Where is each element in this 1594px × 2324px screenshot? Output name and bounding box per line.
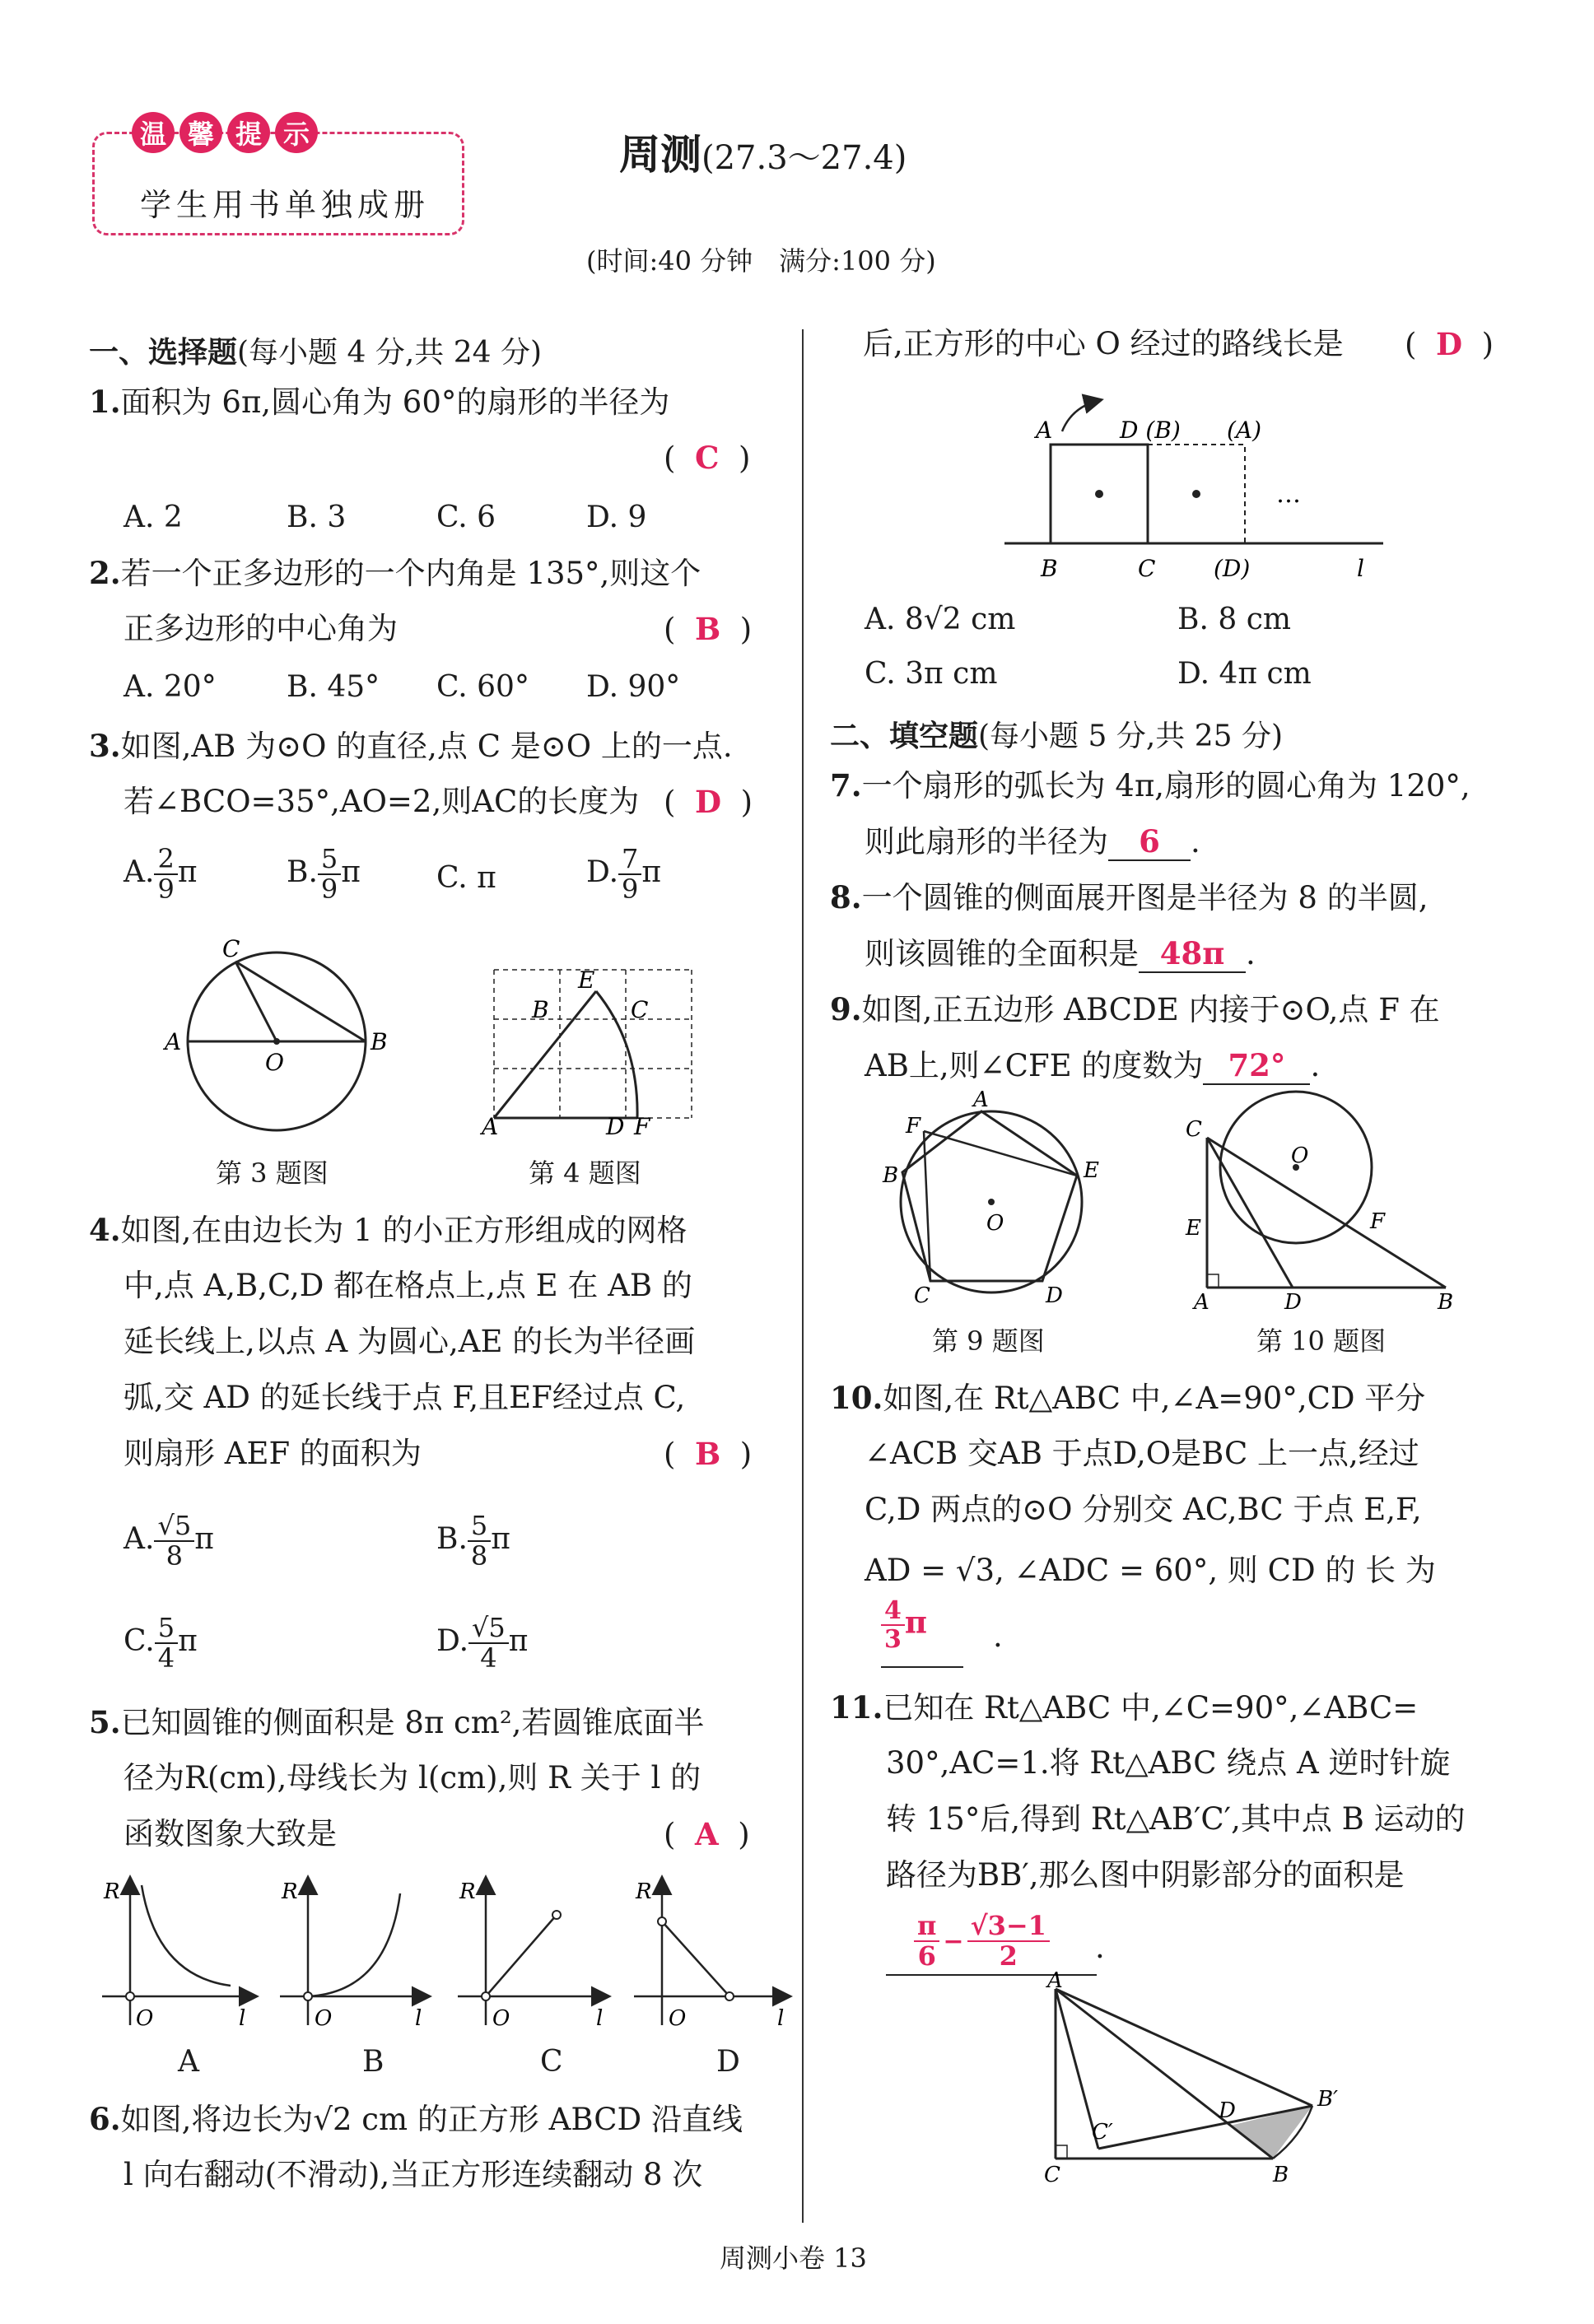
label-b: B [371,1028,388,1055]
axis-r: R [636,1879,652,1904]
denominator: 8 [470,1540,488,1572]
pi: π [177,855,198,890]
q3-opt-c: C. π [436,861,496,895]
label-d2: (D) [1214,555,1251,582]
q3-caption: 第 3 题图 [216,1157,329,1189]
q1-opt-c: C. 6 [436,501,496,534]
label-c: C [1044,2163,1060,2187]
q4-opt-b [436,1511,510,1571]
q10-end: . [993,1618,1003,1654]
numerator: 5 [468,1511,491,1542]
label-b: B [1273,2163,1289,2187]
q6-line2: l 向右翻动(不滑动),当正方形连续翻动 8 次 [124,2157,703,2192]
origin: O [315,2006,333,2031]
denominator: 4 [157,1642,175,1674]
q-num: 6. [89,2101,121,2137]
label-e: E [1084,1158,1099,1183]
tip-char: 温 [132,112,175,153]
label-a: A [482,1113,499,1140]
q10-line2: ∠ACB 交AB 于点D,O是BC 上一点,经过 [865,1436,1419,1471]
q10-line3: C,D 两点的⊙O 分别交 AC,BC 于点 E,F, [865,1492,1422,1527]
tip-char: 提 [227,112,270,153]
page-title [619,122,907,181]
opt-letter: B. [287,855,318,890]
label-a: A [973,1087,989,1112]
q6-answer: ( D ) [1405,326,1494,362]
label-o: O [986,1211,1004,1236]
q10-blank-line [881,1666,963,1668]
punct: . [1310,1048,1321,1083]
q4-line4: 弧,交 AD 的延长线于点 F,且EF经过点 C, [124,1380,686,1415]
opt-letter: A. [124,855,155,890]
q4-caption: 第 4 题图 [529,1157,641,1189]
denominator: 9 [320,873,338,906]
q11-line4: 路径为BB′,那么图中阴影部分的面积是 [886,1857,1405,1893]
axis-l: l [415,2006,422,2031]
graph-label-a: A [178,2045,199,2079]
graph-b [280,1879,428,2031]
opt-letter: D. [436,1624,469,1659]
origin: O [136,2006,154,2031]
q-stem: 如图,正五边形 ABCDE 内接于⊙O,点 F 在 [861,992,1440,1027]
label-dots: … [1276,480,1301,509]
axis-l: l [777,2006,785,2031]
column-divider [802,329,804,2223]
q11-answer [914,1912,1050,1971]
fraction [618,845,641,904]
label-b: B [883,1163,899,1188]
fraction [468,1511,491,1571]
pi: π [178,1624,198,1659]
q11-figure [1029,1968,1342,2187]
numerator: 4 [881,1597,905,1626]
q2-opt-c: C. 60° [436,670,529,704]
fraction [881,1597,905,1653]
numerator: √3−1 [967,1912,1050,1942]
section-2-heading [830,713,1283,755]
axis-r: R [282,1879,298,1904]
q-num: 9. [830,991,862,1027]
fraction [155,1614,178,1673]
label-c: C [1138,555,1156,582]
label-o: O [1291,1143,1309,1168]
q-stem: 如图,AB 为⊙O 的直径,点 C 是⊙O 上的一点. [120,729,733,764]
q-num: 1. [89,384,121,420]
q5-graphs [91,1869,799,2050]
tip-badge [132,112,318,153]
q9-line1 [830,991,1440,1028]
q-stem: 若一个正多边形的一个内角是 135°,则这个 [120,556,701,591]
numerator: 7 [618,845,641,875]
q10-caption: 第 10 题图 [1256,1325,1387,1357]
q-num: 2. [89,555,121,591]
label-c: C [914,1283,930,1308]
q2-line2: 正多边形的中心角为 [124,611,398,646]
q-stem: 已知圆锥的侧面积是 8π cm²,若圆锥底面半 [120,1705,705,1740]
denominator: 6 [917,1940,936,1972]
label-d: D [1219,2098,1236,2123]
q5-line2: 径为R(cm),母线长为 l(cm),则 R 关于 l 的 [124,1760,701,1795]
q4-line3: 延长线上,以点 A 为圆心,AE 的长为半径画 [124,1324,696,1359]
q1-opt-a: A. 2 [124,501,183,534]
q3-line1 [89,728,733,765]
fraction [967,1912,1050,1971]
q-num: 4. [89,1212,121,1248]
q4-opt-a [124,1511,214,1571]
label-e: E [1186,1216,1201,1241]
q10-answer [881,1597,927,1653]
q4-opt-c [124,1614,198,1673]
graph-d [634,1879,789,2031]
tip-char: 馨 [179,112,222,153]
q2-answer: ( B ) [664,611,753,647]
denominator: 2 [999,1940,1018,1972]
numerator: 5 [155,1614,178,1644]
label-b: B [1041,555,1058,582]
q9-caption: 第 9 题图 [932,1325,1045,1357]
q10-figure [1186,1087,1466,1315]
answer-blank: 48π [1139,935,1246,973]
pi: π [194,1522,214,1557]
q10-line1 [830,1380,1425,1417]
q6-line1 [89,2101,743,2138]
q9-figure [873,1087,1120,1309]
q-num: 3. [89,728,121,764]
numerator: √5 [154,1511,194,1542]
q2-opt-a: A. 20° [124,670,217,704]
q6-opt-a: A. 8√2 cm [865,603,1016,636]
q-stem: 如图,在 Rt△ABC 中,∠A=90°,CD 平分 [883,1381,1426,1416]
answer-blank: 6 [1108,823,1191,861]
pi: π [508,1624,529,1659]
denominator: 4 [480,1642,497,1674]
numerator: π [914,1912,939,1942]
q5-answer: ( A ) [664,1816,750,1852]
q8-line1 [830,879,1428,916]
answer: C [694,440,720,476]
q-num: 10. [830,1380,883,1416]
pi: π [904,1604,927,1641]
label-a2: (A) [1227,417,1262,444]
q-stem: 则该圆锥的全面积是 [865,936,1139,971]
origin: O [492,2006,510,2031]
label-c-prime: C′ [1092,2120,1113,2145]
q-num: 11. [830,1689,883,1726]
label-f: F [1370,1209,1386,1234]
q10-line4: AD = √3, ∠ADC = 60°, 则 CD 的 长 为 [865,1553,1436,1588]
denominator: 3 [884,1625,902,1654]
graph-label-c: C [540,2045,563,2079]
label-a: A [1036,417,1053,444]
label-f: F [634,1113,650,1140]
label-d-b: D (B) [1120,417,1181,444]
numerator: √5 [468,1614,509,1644]
q-stem: 一个圆锥的侧面展开图是半径为 8 的半圆, [861,880,1429,915]
q1-answer: ( C ) [664,440,751,476]
q7-line1 [830,767,1470,804]
q6-line3: 后,正方形的中心 O 经过的路线长是 [863,326,1344,361]
page-footer: 周测小卷 13 [720,2242,867,2274]
q1-text [89,384,669,421]
q11-end: . [1095,1930,1105,1965]
label-a: A [1194,1290,1209,1315]
q5-line3: 函数图象大致是 [124,1816,337,1851]
fraction [154,1511,194,1571]
title-range: (27.3～27.4) [701,139,907,177]
pi: π [341,855,361,890]
axis-l: l [596,2006,604,2031]
punct: . [1191,824,1200,859]
opt-letter: D. [586,855,619,890]
q4-figure [478,955,716,1140]
q6-opt-c: C. 3π cm [865,657,998,691]
label-o: O [265,1049,284,1076]
q-stem: AB上,则∠CFE 的度数为 [865,1048,1204,1083]
opt-letter: B. [436,1522,468,1557]
section-note: (每小题 5 分,共 25 分) [978,720,1284,753]
denominator: 9 [622,873,639,906]
denominator: 9 [157,873,175,906]
numerator: 2 [154,845,177,875]
q4-answer: ( B ) [664,1436,753,1472]
q3-figure [165,935,395,1136]
q4-line2: 中,点 A,B,C,D 都在格点上,点 E 在 AB 的 [124,1268,692,1303]
label-c: C [631,996,649,1023]
label-a: A [165,1028,182,1055]
q-stem: 如图,将边长为√2 cm 的正方形 ABCD 沿直线 [120,2102,743,2137]
q-stem: 则此扇形的半径为 [865,824,1108,859]
fraction [914,1912,939,1971]
axis-r: R [104,1879,120,1904]
pi: π [491,1522,510,1557]
fraction [468,1614,509,1673]
q1-opt-d: D. 9 [586,501,647,534]
q3-answer: ( D ) [664,784,753,820]
q3-opt-a [124,845,197,904]
section-1-heading [89,329,542,371]
answer-blank: 72° [1203,1047,1310,1085]
tip-char: 示 [275,112,318,153]
label-c: C [222,935,240,962]
opt-letter: A. [124,1522,155,1557]
answer: D [1435,326,1463,362]
graph-a [102,1879,255,2031]
answer: B [694,1436,721,1472]
q4-line1 [89,1212,687,1249]
answer: D [694,784,722,820]
q11-line2: 30°,AC=1.将 Rt△ABC 绕点 A 逆时针旋 [886,1745,1451,1781]
q9-line2 [865,1047,1320,1085]
numerator: 5 [318,845,341,875]
pi: π [641,855,662,890]
axis-r: R [459,1879,476,1904]
q4-opt-d [436,1614,528,1673]
q3-line2: 若∠BCO=35°,AO=2,则AC的长度为 [124,784,640,819]
q7-line2 [865,823,1200,861]
q-num: 5. [89,1704,121,1740]
label-f: F [906,1114,921,1139]
q-stem: 面积为 6π,圆心角为 60°的扇形的半径为 [120,384,670,420]
label-b-prime: B′ [1317,2087,1339,2112]
q2-line1 [89,555,701,592]
q6-opt-d: D. 4π cm [1177,657,1312,691]
label-d: D [606,1113,625,1140]
denominator: 8 [165,1540,183,1572]
label-d: D [1046,1283,1063,1308]
q5-line1 [89,1704,704,1741]
label-c: C [1186,1117,1202,1142]
opt-letter: C. [124,1624,155,1659]
q6-figure [996,379,1408,584]
q3-opt-b [287,845,361,904]
q6-opt-b: B. 8 cm [1177,603,1291,636]
fraction [318,845,341,904]
answer: B [694,611,721,647]
q11-line3: 转 15°后,得到 Rt△AB′C′,其中点 B 运动的 [886,1801,1466,1837]
fraction [154,845,177,904]
graph-label-d: D [716,2045,740,2079]
label-b: B [532,996,549,1023]
label-b: B [1438,1290,1454,1315]
tip-text: 学生用书单独成册 [140,187,431,223]
q-stem: 如图,在由边长为 1 的小正方形组成的网格 [120,1213,687,1248]
origin: O [669,2006,687,2031]
answer: A [694,1816,719,1852]
q8-line2 [865,935,1256,973]
label-l: l [1357,555,1364,582]
q-num: 8. [830,879,862,915]
q2-opt-d: D. 90° [586,670,681,704]
exam-meta: (时间:40 分钟 满分:100 分) [586,245,936,277]
section-note: (每小题 4 分,共 24 分) [237,336,543,370]
q11-line1 [830,1689,1418,1726]
punct: . [1246,936,1256,971]
minus: − [943,1926,964,1956]
label-e: E [578,966,595,994]
axis-l: l [239,2006,246,2031]
section-label: 二、填空题 [830,719,979,753]
q1-opt-b: B. 3 [287,501,347,534]
graph-c [458,1879,608,2031]
graph-label-b: B [362,2045,385,2079]
label-a: A [1047,1968,1063,1993]
title-main: 周测 [619,131,701,179]
q4-line5: 则扇形 AEF 的面积为 [124,1436,422,1471]
q-num: 7. [830,767,862,803]
q2-opt-b: B. 45° [287,670,380,704]
label-d: D [1284,1290,1302,1315]
q-stem: 已知在 Rt△ABC 中,∠C=90°,∠ABC= [883,1690,1419,1726]
q3-opt-d [586,845,661,904]
section-label: 一、选择题 [89,335,238,370]
q-stem: 一个扇形的弧长为 4π,扇形的圆心角为 120°, [861,768,1470,803]
